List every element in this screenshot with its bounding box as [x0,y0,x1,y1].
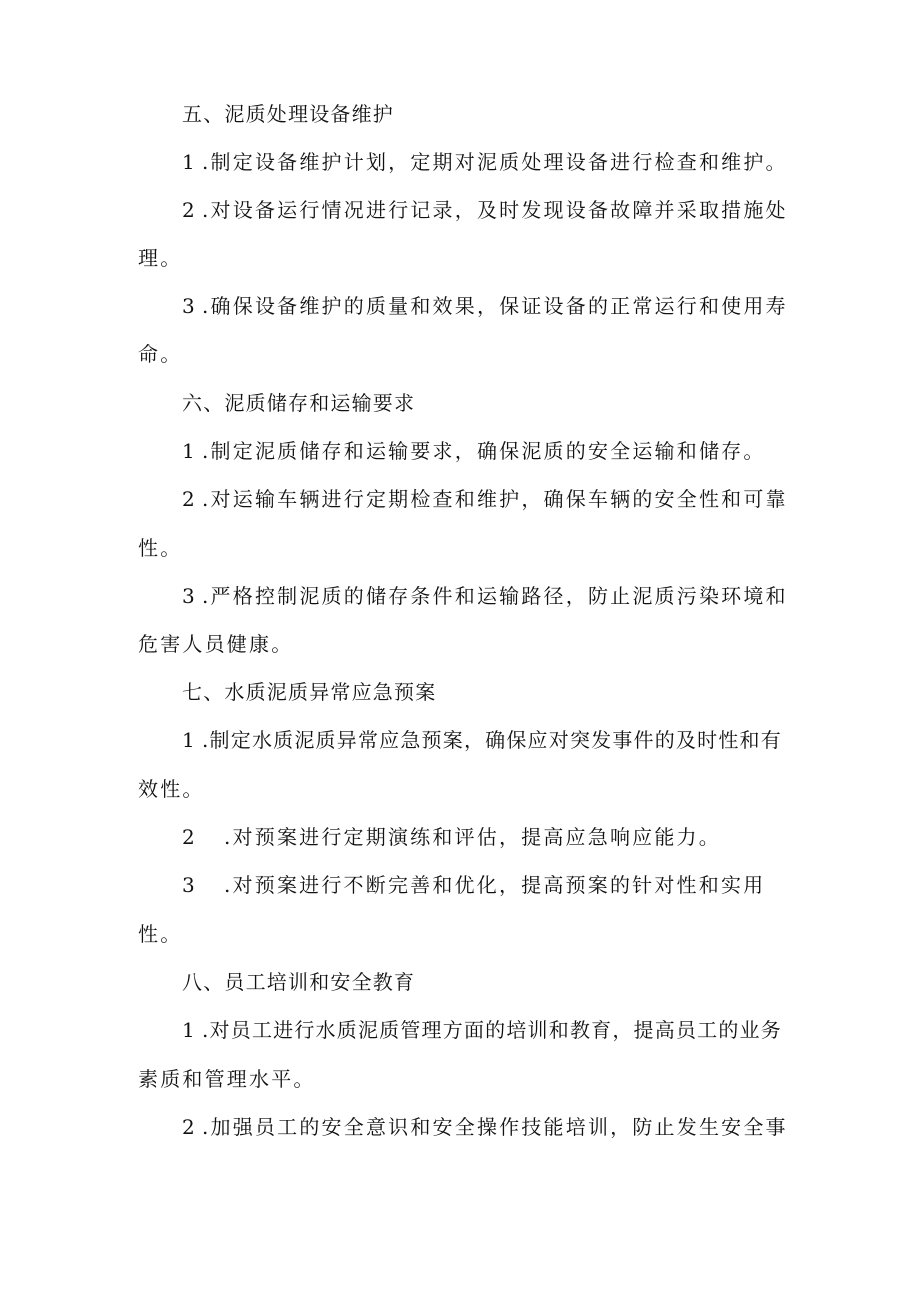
section-heading-7: 七、水质泥质异常应急预案 [182,680,437,704]
item-text: .对员工进行水质泥质管理方面的培训和教育，提高员工的业务 [202,1018,782,1042]
list-item-6-1 [182,437,766,465]
item-text: .严格控制泥质的储存条件和运输路径，防止泥质污染环境和 [202,584,788,608]
list-item-8-2 [182,1113,788,1141]
section-heading-6: 六、泥质储存和运输要求 [182,391,416,415]
item-text-continuation: 性。 [138,922,183,946]
item-number: 2 [182,1115,195,1139]
item-number: 1 [182,439,195,463]
item-text: .对预案进行定期演练和评估，提高应急响应能力。 [224,825,721,849]
list-item-7-3 [182,871,765,899]
item-number: 2 [182,198,195,222]
item-number: 3 [182,294,195,318]
item-text: .对预案进行不断完善和优化，提高预案的针对性和实用 [224,873,766,897]
list-item-5-2 [182,196,788,224]
item-text: .确保设备维护的质量和效果，保证设备的正常运行和使用寿 [202,294,788,318]
item-text-continuation: 理。 [138,246,183,270]
item-text-continuation: 效性。 [138,777,205,801]
item-number: 3 [182,584,195,608]
item-text-continuation: 危害人员健康。 [138,632,294,656]
list-item-7-2 [182,823,721,851]
section-heading-8: 八、员工培训和安全教育 [182,970,416,994]
item-text: .加强员工的安全意识和安全操作技能培训，防止发生安全事 [202,1115,788,1139]
item-number: 2 [182,825,195,849]
item-text-continuation: 素质和管理水平。 [138,1067,316,1091]
list-item-5-3 [182,292,788,320]
item-number: 3 [182,873,195,897]
item-text: .制定水质泥质异常应急预案，确保应对突发事件的及时性和有 [202,728,782,752]
item-text: .对设备运行情况进行记录，及时发现设备故障并采取措施处 [202,198,788,222]
list-item-6-3 [182,582,788,610]
list-item-6-2 [182,485,788,513]
list-item-7-1 [182,726,782,754]
item-number: 1 [182,150,195,174]
item-text: .制定泥质储存和运输要求，确保泥质的安全运输和储存。 [202,439,766,463]
item-text-continuation: 性。 [138,536,183,560]
item-text-continuation: 命。 [138,342,183,366]
item-number: 1 [182,1018,195,1042]
list-item-5-1 [182,148,788,176]
section-heading-5: 五、泥质处理设备维护 [182,102,394,126]
item-number: 1 [182,728,195,752]
list-item-8-1 [182,1016,782,1044]
item-text: .对运输车辆进行定期检查和维护，确保车辆的安全性和可靠 [202,487,788,511]
item-text: .制定设备维护计划，定期对泥质处理设备进行检查和维护。 [202,150,788,174]
item-number: 2 [182,487,195,511]
